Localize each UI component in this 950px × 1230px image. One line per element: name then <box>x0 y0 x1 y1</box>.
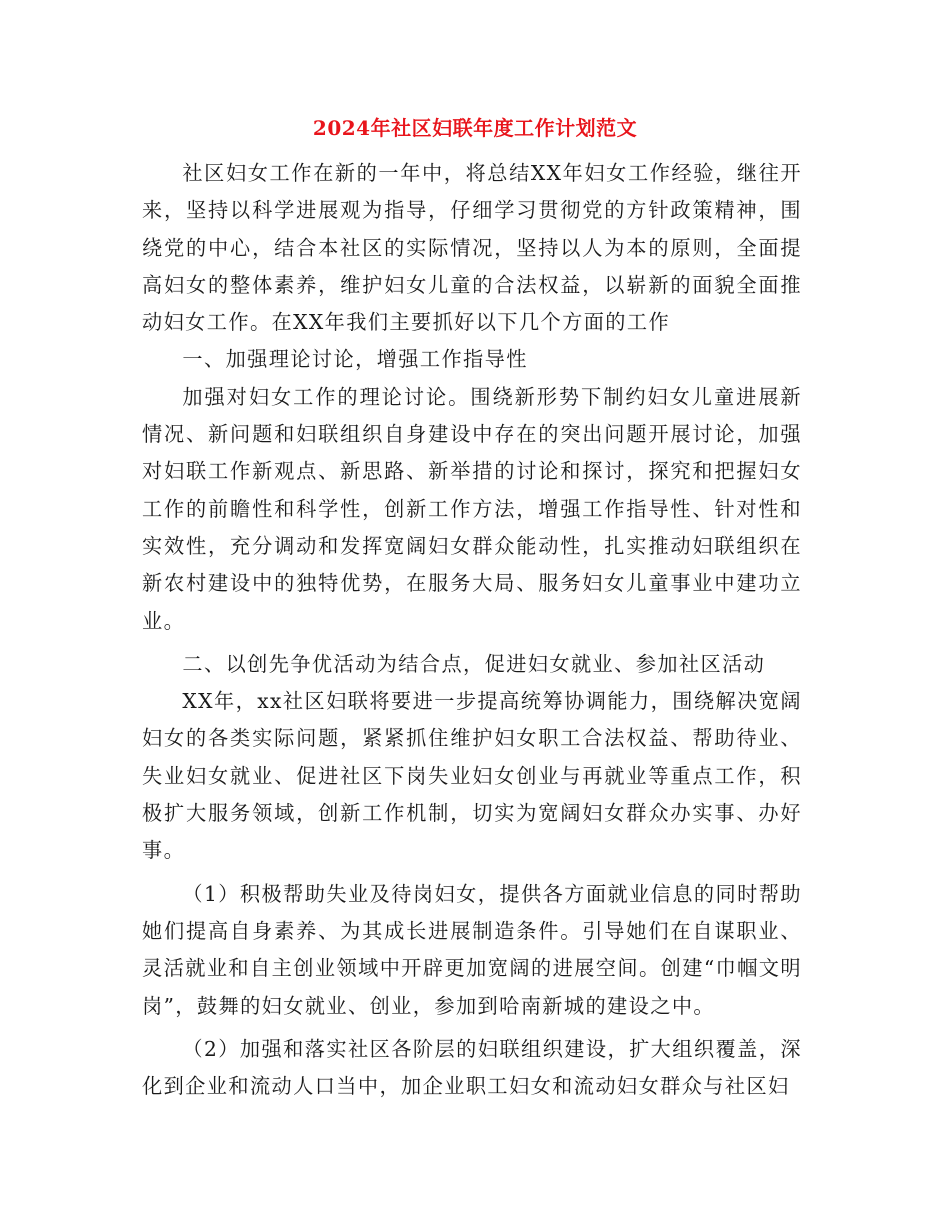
item-1-paragraph: （1）积极帮助失业及待岗妇女，提供各方面就业信息的同时帮助她们提高自身素养、为其成长进展制造条件。引导她们在自谋职业、灵活就业和自主创业领域中开辟更加宽阔的进展空间。创建“巾帼文明岗”，鼓舞的妇女就业、创业，参加到哈南新城的建设之中。 <box>142 881 802 1018</box>
section-1-paragraph: 加强对妇女工作的理论讨论。围绕新形势下制约妇女儿童进展新情况、新问题和妇联组织自身建设中存在的突出问题开展讨论，加强对妇联工作新观点、新思路、新举措的讨论和探讨，探究和把握妇女工作的前瞻性和科学性，创新工作方法，增强工作指导性、针对性和实效性，充分调动和发挥宽阔妇女群众能动性，扎实推动妇联组织在新农村建设中的独特优势，在服务大局、服务妇女儿童事业中建功立业。 <box>142 384 802 633</box>
intro-paragraph: 社区妇女工作在新的一年中，将总结XX年妇女工作经验，继往开来，坚持以科学进展观为指导，仔细学习贯彻党的方针政策精神，围绕党的中心，结合本社区的实际情况，坚持以人为本的原则，全面提高妇女的整体素养，维护妇女儿童的合法权益，以崭新的面貌全面推动妇女工作。在XX年我们主要抓好以下几个方面的工作 <box>142 161 802 335</box>
item-2-paragraph: （2）加强和落实社区各阶层的妇联组织建设，扩大组织覆盖，深化到企业和流动人口当中，加企业职工妇女和流动妇女群众与社区妇 <box>142 1036 802 1099</box>
section-2-paragraph: XX年，xx社区妇联将要进一步提高统筹协调能力，围绕解决宽阔妇女的各类实际问题，紧紧抓住维护妇女职工合法权益、帮助待业、失业妇女就业、促进社区下岗失业妇女创业与再就业等重点工作，积极扩大服务领域，创新工作机制，切实为宽阔妇女群众办实事、办好事。 <box>142 689 802 863</box>
document-title: 2024年社区妇联年度工作计划范文 <box>312 116 638 140</box>
document-body <box>142 155 802 1105</box>
section-heading-2: 二、以创先争优活动为结合点，促进妇女就业、参加社区活动 <box>182 651 766 676</box>
section-heading-1: 一、加强理论讨论，增强工作指导性 <box>182 347 528 372</box>
